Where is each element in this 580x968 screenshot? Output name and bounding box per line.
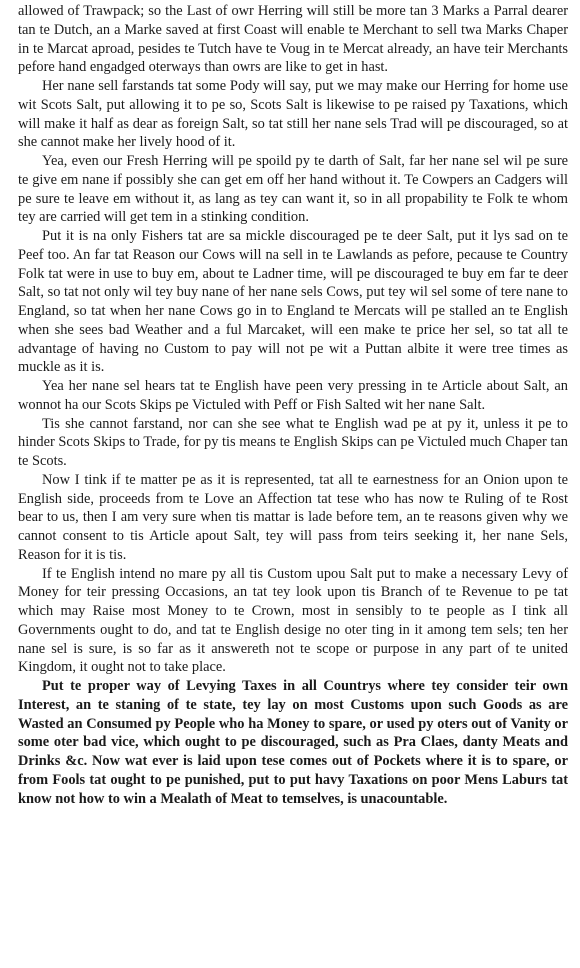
paragraph-5: Yea her nane sel hears tat te English have peen very pressing in te Article about Salt, an wonnot ha our Scots Skips pe Victuled with Peff or Fish Salted wit her nane Salt. — [18, 378, 568, 413]
paragraph-9: Put te proper way of Levying Taxes in all Countrys where tey consider teir own Interest, an te staning of te state, tey lay on most Customs upon such Goods as are Wasted an Consumed py People who ha Money to spare, or used py oters out of Vanity or some oter bad vice, which ought to pe discouraged, such as Pra Claes, danty Meats and Drinks &c. Now wat ever is laid upon tese comes out of Pockets where it is to spare, or from Fools tat ought to pe punished, put to put havy Taxations on poor Mens Laburs tat know not how to win a Mealath of Meat to temselves, is unacountable. — [18, 678, 568, 807]
paragraph-1: allowed of Trawpack; so the Last of owr Herring will still be more tan 3 Marks a Parral dearer tan te Dutch, an a Marke saved at first Coast will enable te Merchant to sell twa Marks Chaper in te Marcat aproad, pesides te Tutch have te Voug in te Mercat already, an have teir Merchants pefore hand engadged oterways than owrs are like to get in hast. — [18, 3, 568, 76]
paragraph-3: Yea, even our Fresh Herring will pe spoild py te darth of Salt, far her nane sel wil pe sure te give em nane if possibly she can get em off her hand without it. Te Cowpers an Cadgers will pe sure te leave em without it, as lang as tey can want it, so in all propability te Folk te whom tey are carried will get tem in a stinking condition. — [18, 153, 568, 226]
paragraph-2: Her nane sell farstands tat some Pody will say, put we may make our Herring for home use wit Scots Salt, put allowing it to pe so, Scots Salt is likewise to pe raised py Taxations, which will make it half as dear as foreign Salt, so tat still her nane sels Trad will pe discouraged, so at she cannot make her lively hood of it. — [18, 78, 568, 151]
paragraph-8: If te English intend no mare py all tis Custom upou Salt put to make a necessary Levy of Money for teir pressing Occasions, an tat tey look upon tis Branch of te Revenue to pe tat which may Raise most Money to te Crown, most in sensibly to te people as I tink all Governments ought to do, and tat te English desige no oter ting in it among tem sels; ten her nane sel is sure, is so far as it answereth not te scope or purpose in any part of te united Kingdom, it ought not to take place. — [18, 565, 568, 676]
paragraph-7: Now I tink if te matter pe as it is represented, tat all te earnestness for an Onion upon te English side, proceeds from te Love an Affection tat tese who has now te Ruling of te Rost bear to us, then I am very sure when tis mattar is lade before tem, an te reasons given why we cannot consent to tis Article apout Salt, tey will pass from teirs seeking it, her nane Sels, Reason for it is tis. — [18, 471, 568, 563]
paragraph-6: Tis she cannot farstand, nor can she see what te English wad pe at py it, unless it pe to hinder Scots Skips to Trade, for py tis means te English Skips can pe Victuled much Chaper tan te Scots. — [18, 415, 568, 469]
paragraph-4: Put it is na only Fishers tat are sa mickle discouraged pe te deer Salt, put it lys sad on te Peef too. An far tat Reason our Cows will na sell in te Lawlands as pefore, pecause te Country Folk tat were in use to buy em, about te Ladner time, will pe discouraged te buy em far te deer Salt, so tat not only wil tey buy nane of her nane sels Cows, put tey wil sel some of tere nane to England, so tat when her nane Cows go in to England te Mercats will pe stalled an te English when she sees bad Weather and a ful Marcaket, will een make te price her sel, so tat all te advantage of having no Custom to pay will not pe wit a Puttan albite it were tree times as muckle as it is. — [18, 228, 568, 376]
